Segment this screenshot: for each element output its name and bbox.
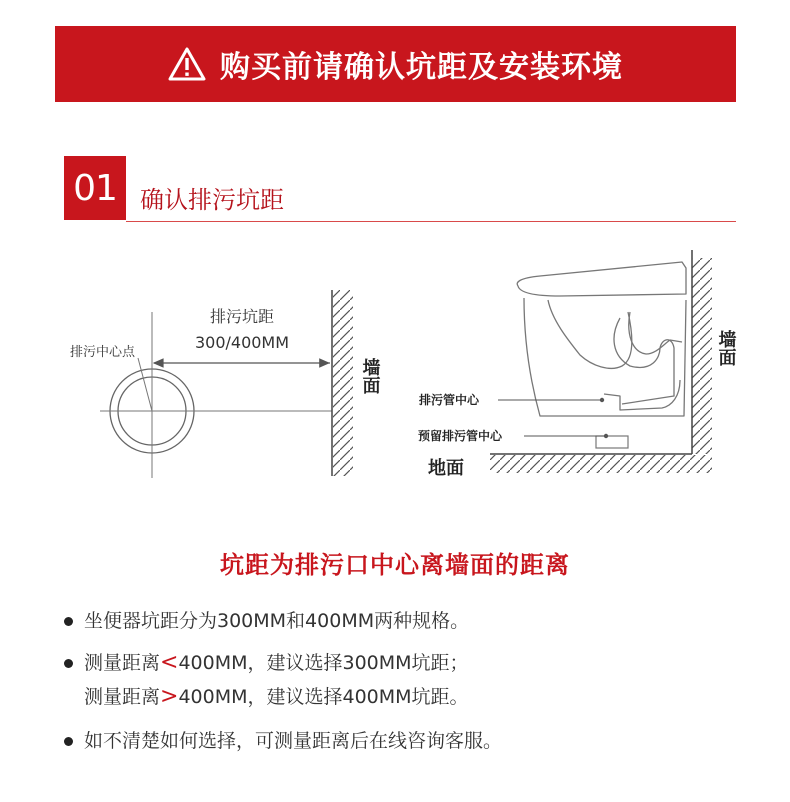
warning-icon xyxy=(168,47,206,81)
left-diagram xyxy=(70,290,381,478)
section-header xyxy=(64,156,736,226)
bullet-text: 如不清楚如何选择，可测量距离后在线咨询客服。 xyxy=(84,730,503,752)
guidance-list xyxy=(62,604,752,766)
pit-distance-diagram xyxy=(0,240,790,490)
bullet-text: 400MM，建议选择300MM坑距； xyxy=(178,652,469,674)
section-divider xyxy=(126,221,736,222)
left-wall-label: 墙面 xyxy=(359,358,381,394)
section-title: 确认排污坑距 xyxy=(140,186,284,214)
floor-label: 地面 xyxy=(428,458,464,479)
right-wall-label: 墙面 xyxy=(715,330,737,366)
list-item xyxy=(62,604,752,638)
right-wall-hatch xyxy=(692,258,712,454)
list-item xyxy=(62,724,752,758)
right-diagram xyxy=(418,250,737,479)
bullet-text: 测量距离 xyxy=(84,652,161,674)
floor-hatch xyxy=(490,455,712,473)
bullet-text: 坐便器坑距分为300MM和400MM两种规格。 xyxy=(84,610,470,632)
reserved-pipe xyxy=(596,436,628,448)
pipe-center-label: 排污管中心 xyxy=(419,393,480,407)
bullet-dot xyxy=(64,659,73,668)
greater-than-symbol: > xyxy=(160,684,179,709)
reserved-pipe-label: 预留排污管中心 xyxy=(418,429,503,443)
distance-value: 300/400MM xyxy=(194,333,290,352)
drain-center-label: 排污中心点 xyxy=(70,345,136,360)
definition-subtitle: 坑距为排污口中心离墙面的距离 xyxy=(220,551,570,579)
bullet-dot xyxy=(64,737,73,746)
bullet-text: 400MM，建议选择400MM坑距。 xyxy=(178,686,469,708)
bullet-line-greater xyxy=(84,680,752,714)
bullet-text: 测量距离 xyxy=(84,686,161,708)
bullet-dot xyxy=(64,617,73,626)
distance-label: 排污坑距 xyxy=(209,307,275,326)
toilet-outline xyxy=(517,262,686,416)
less-than-symbol: < xyxy=(160,650,179,675)
section-number: 01 xyxy=(64,156,126,220)
banner-title: 购买前请确认坑距及安装环境 xyxy=(220,50,623,85)
bullet-line-less xyxy=(84,646,752,680)
left-wall-hatch xyxy=(333,290,353,476)
list-item xyxy=(62,646,752,714)
warning-banner xyxy=(55,26,736,102)
